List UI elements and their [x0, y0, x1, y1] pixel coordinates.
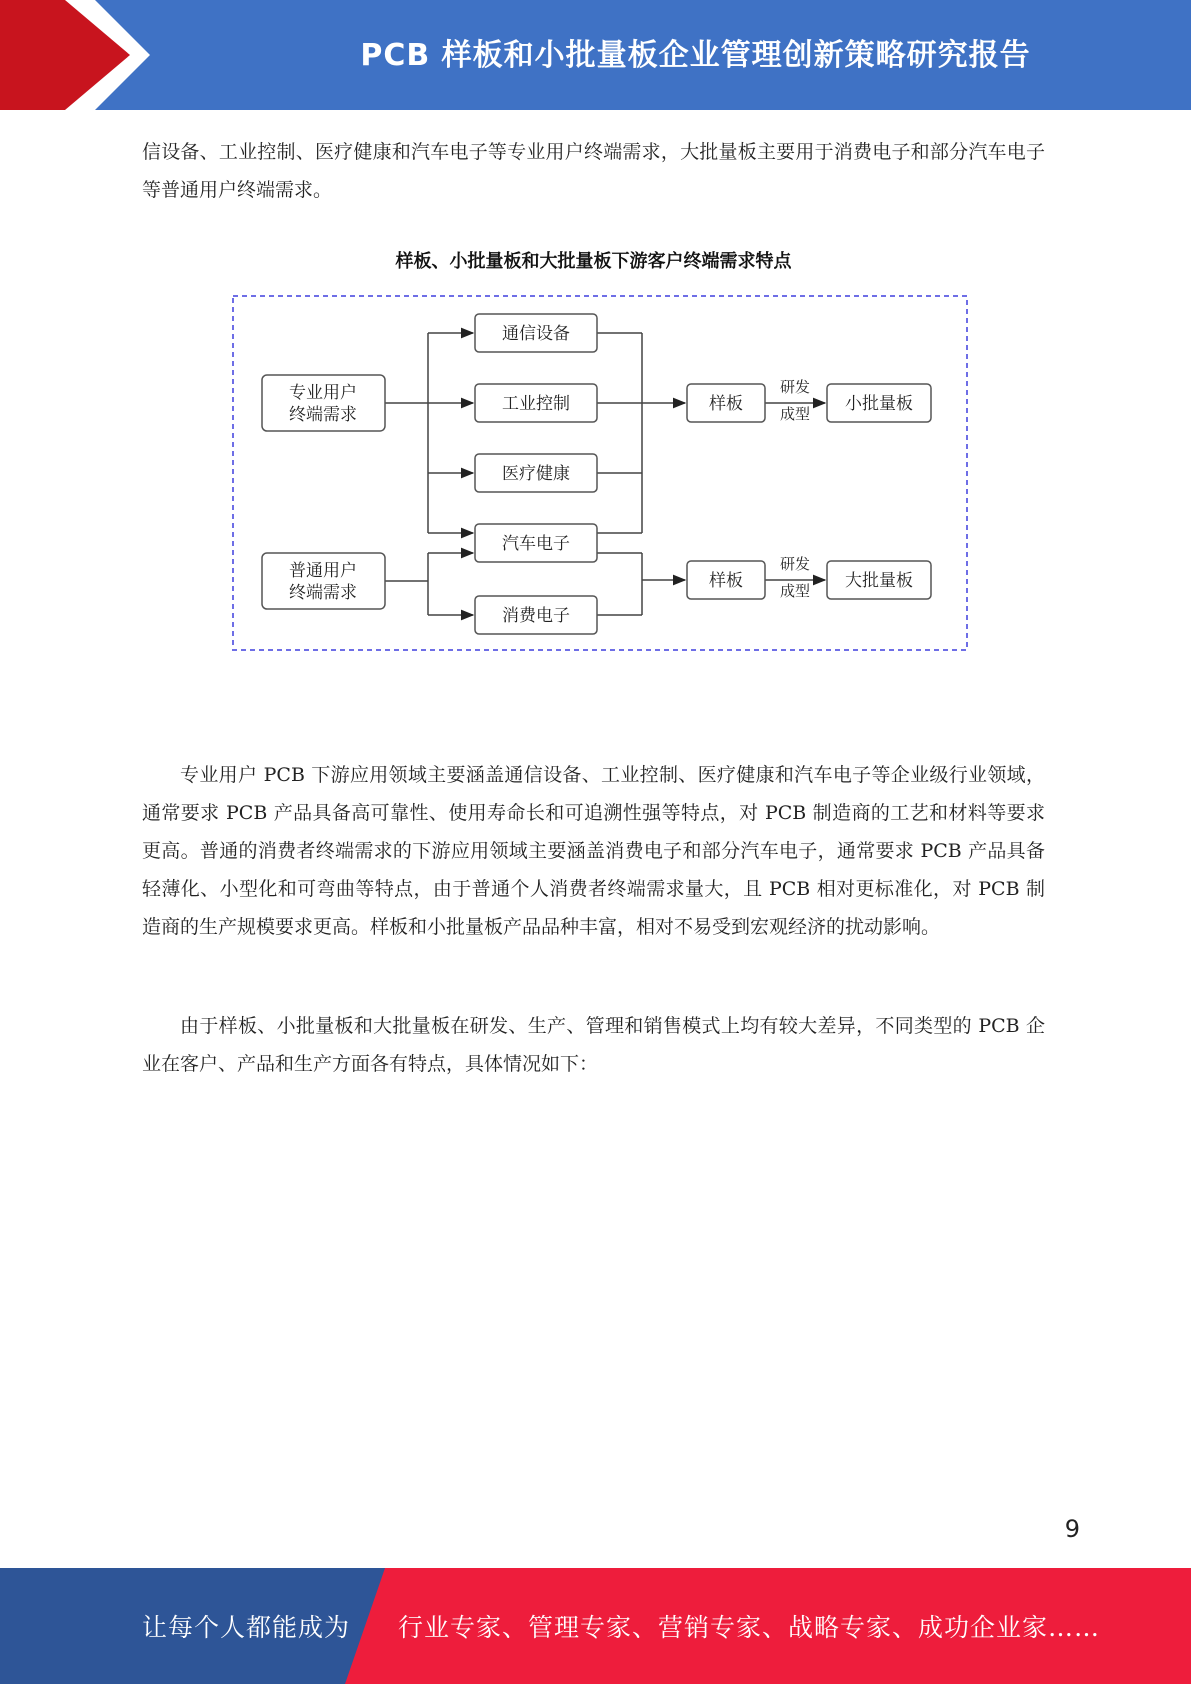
footer-slogan-left: 让每个人都能成为 [142, 1613, 351, 1642]
label-medical: 医疗健康 [502, 464, 570, 484]
label-pro-demand-1: 专业用户 [289, 383, 357, 403]
label-rd-top-2: 成型 [779, 405, 811, 423]
header-chevron-decoration [0, 0, 160, 110]
label-small-batch: 小批量板 [845, 394, 913, 414]
page-number: 9 [1064, 1515, 1080, 1543]
paragraph-demand-analysis: 专业用户 PCB 下游应用领域主要涵盖通信设备、工业控制、医疗健康和汽车电子等企业级行业领域，通常要求 PCB 产品具备高可靠性、使用寿命长和可追溯性强等特点，对 PCB 制造商的工艺和材料等要求更高。普通的消费者终端需求的下游应用领域主要涵盖消费电子和部分汽车电子，通常要求 PCB 产品具备轻薄化、小型化和可弯曲等特点，由于普通个人消费者终端需求量大，且 PCB 相对更标准化，对 PCB 制造商的生产规模要求更高。样板和小批量板产品品种丰富，相对不易受到宏观经济的扰动影响。 [142, 764, 1045, 938]
footer-slogan-right: 行业专家、管理专家、营销专家、战略专家、成功企业家…… [398, 1613, 1101, 1642]
paragraph-enterprise-types: 由于样板、小批量板和大批量板在研发、生产、管理和销售模式上均有较大差异，不同类型的 PCB 企业在客户、产品和生产方面各有特点，具体情况如下： [142, 1015, 1045, 1075]
label-consumer-demand-1: 普通用户 [289, 561, 357, 581]
page-footer [0, 1568, 1191, 1684]
label-rd-bottom-2: 成型 [779, 582, 811, 600]
label-consumer-electronics: 消费电子 [502, 606, 570, 626]
label-telecom: 通信设备 [502, 324, 570, 344]
label-sample-bottom: 样板 [709, 571, 743, 591]
label-large-batch: 大批量板 [845, 571, 913, 591]
figure-title: 样板、小批量板和大批量板下游客户终端需求特点 [395, 251, 792, 272]
label-automotive: 汽车电子 [502, 534, 570, 554]
demand-flow-diagram [230, 293, 970, 653]
label-consumer-demand-2: 终端需求 [289, 583, 357, 603]
paragraph-intro: 信设备、工业控制、医疗健康和汽车电子等专业用户终端需求，大批量板主要用于消费电子和部分汽车电子等普通用户终端需求。 [142, 141, 1045, 201]
label-pro-demand-2: 终端需求 [289, 405, 357, 425]
label-sample-top: 样板 [709, 394, 743, 414]
label-rd-top-1: 研发 [779, 378, 811, 396]
page-header [0, 0, 1191, 110]
report-title: PCB 样板和小批量板企业管理创新策略研究报告 [360, 38, 1031, 73]
label-industrial: 工业控制 [502, 394, 570, 414]
label-rd-bottom-1: 研发 [779, 555, 811, 573]
